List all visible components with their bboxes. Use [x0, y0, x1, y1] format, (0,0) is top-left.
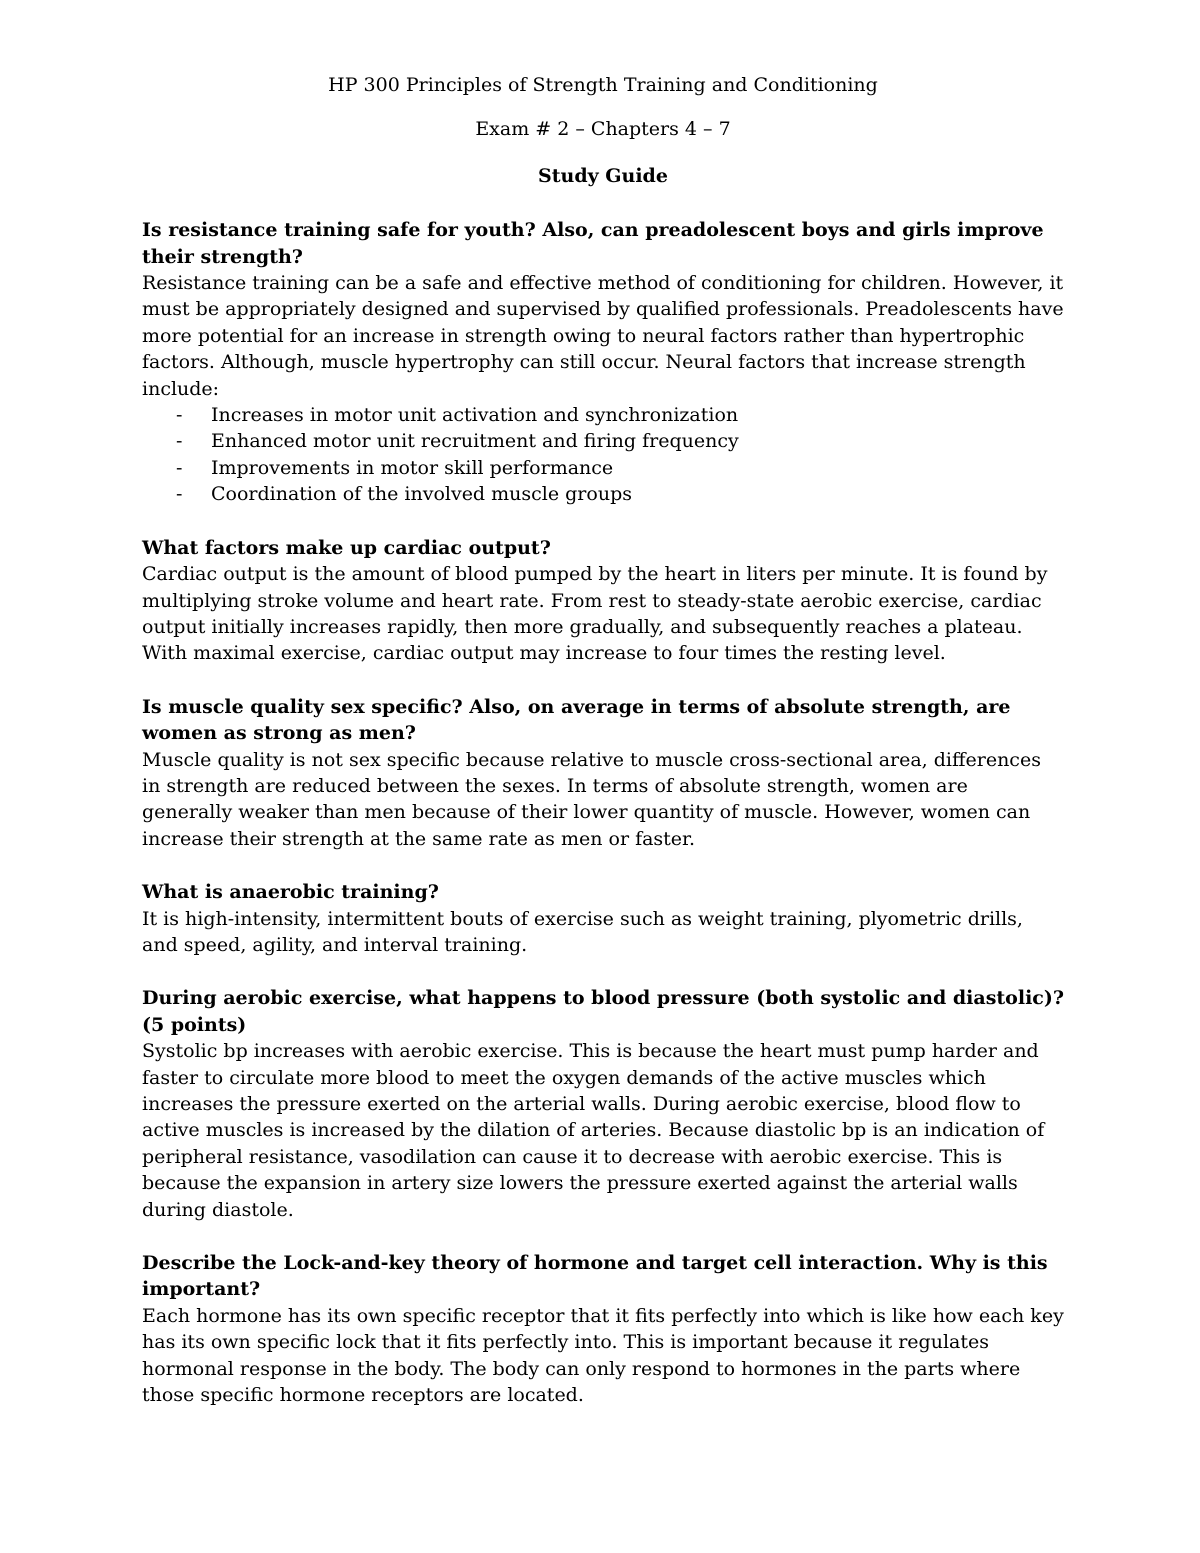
- list-item-text: Coordination of the involved muscle groups: [211, 483, 632, 506]
- question: Is resistance training safe for youth? Also, can preadolescent boys and girls improve their strength?: [142, 219, 1044, 268]
- bullet-marker: -: [176, 430, 183, 453]
- section-lock-and-key: [142, 1250, 1064, 1408]
- list-item: [142, 428, 1064, 454]
- bullet-marker: -: [176, 404, 183, 427]
- list-item: [142, 481, 1064, 507]
- document-title: HP 300 Principles of Strength Training and Conditioning: [328, 74, 878, 96]
- list-item-text: Increases in motor unit activation and synchronization: [211, 404, 739, 427]
- section-youth-resistance-training: [142, 217, 1064, 507]
- question: During aerobic exercise, what happens to blood pressure (both systolic and diastolic)? (5 points): [142, 987, 1064, 1036]
- answer: Muscle quality is not sex specific because relative to muscle cross-sectional area, differences in strength are reduced between the sexes. In terms of absolute strength, women are generally weaker than men because of their lower quantity of muscle. However, women can increase their strength at the same rate as men or faster.: [142, 748, 1041, 850]
- question: What factors make up cardiac output?: [142, 536, 551, 559]
- answer: Resistance training can be a safe and effective method of conditioning for children. However, it must be appropriately designed and supervised by qualified professionals. Preadolescents have more potential for an increase in strength owing to neural factors rather than hypertrophic factors. Although, muscle hypertrophy can still occur. Neural factors that increase strength include:: [142, 272, 1064, 400]
- question: Is muscle quality sex specific? Also, on average in terms of absolute strength, are women as strong as men?: [142, 695, 1011, 745]
- list-item: [142, 402, 1064, 428]
- section-anaerobic-training: [142, 879, 1064, 958]
- list-item: [142, 455, 1064, 481]
- neural-factors-list: [142, 402, 1064, 508]
- bullet-marker: -: [176, 483, 183, 506]
- question: What is anaerobic training?: [142, 881, 439, 904]
- answer: Cardiac output is the amount of blood pumped by the heart in liters per minute. It is found by multiplying stroke volume and heart rate. From rest to steady-state aerobic exercise, cardiac output initially increases rapidly, then more gradually, and subsequently reaches a plateau. With maximal exercise, cardiac output may increase to four times the resting level.: [142, 563, 1048, 665]
- section-muscle-quality: [142, 694, 1064, 852]
- answer: Each hormone has its own specific receptor that it fits perfectly into which is like how each key has its own specific lock that it fits perfectly into. This is important because it regulates hormonal response in the body. The body can only respond to hormones in the parts where those specific hormone receptors are located.: [142, 1304, 1064, 1407]
- document-subtitle: Exam # 2 – Chapters 4 – 7: [475, 118, 731, 141]
- list-item-text: Enhanced motor unit recruitment and firing frequency: [211, 430, 739, 453]
- document-heading: Study Guide: [538, 164, 668, 187]
- question: Describe the Lock-and-key theory of hormone and target cell interaction. Why is this important?: [142, 1252, 1048, 1301]
- bullet-marker: -: [176, 456, 183, 479]
- section-cardiac-output: [142, 535, 1064, 667]
- answer: It is high-intensity, intermittent bouts of exercise such as weight training, plyometric drills, and speed, agility, and interval training.: [142, 907, 1023, 956]
- answer: Systolic bp increases with aerobic exercise. This is because the heart must pump harder and faster to circulate more blood to meet the oxygen demands of the active muscles which increases the pressure exerted on the arterial walls. During aerobic exercise, blood flow to active muscles is increased by the dilation of arteries. Because diastolic bp is an indication of peripheral resistance, vasodilation can cause it to decrease with aerobic exercise. This is because the expansion in artery size lowers the pressure exerted against the arterial walls during diastole.: [142, 1040, 1045, 1221]
- list-item-text: Improvements in motor skill performance: [211, 456, 614, 479]
- section-blood-pressure: [142, 985, 1064, 1223]
